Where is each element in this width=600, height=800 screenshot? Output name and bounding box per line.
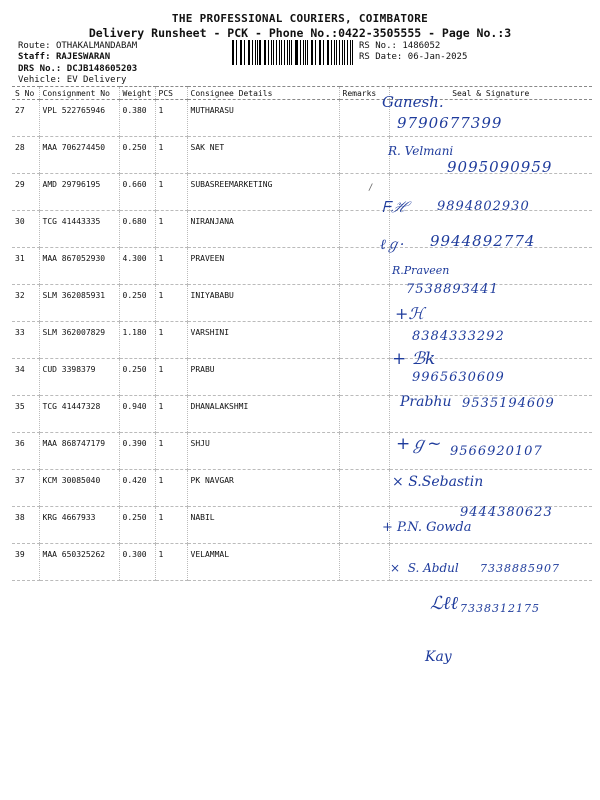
barcode-bar [311,40,312,65]
table-header-row [12,87,592,100]
sno-cell: 33 [12,322,39,359]
route-line: Route: OTHAKALMANDABAM [18,41,138,51]
handwritten-signature: Ganesh. [382,93,444,111]
consignment-cell: MAA 868747179 [39,433,119,470]
remarks-cell [339,137,389,174]
table-row [12,285,592,322]
pcs-cell: 1 [155,359,187,396]
table-row [12,470,592,507]
barcode-bar [268,40,269,65]
col-pcs-header: PCS [155,87,187,100]
consignment-cell: MAA 706274450 [39,137,119,174]
remarks-cell [339,396,389,433]
drs-value: DCJB148605203 [66,64,138,74]
consignee-cell: DHANALAKSHMI [187,396,339,433]
handwritten-signature: R. Velmani [388,144,454,158]
sno-cell: 28 [12,137,39,174]
handwritten-signature: × S.Sebastin [392,474,484,490]
barcode-bar [323,40,324,65]
barcode [232,40,354,65]
sno-cell: 31 [12,248,39,285]
consignment-cell: KRG 4667933 [39,507,119,544]
rs-no-line: RS No.: 1486052 [359,41,441,51]
barcode-bar [295,40,296,65]
remarks-cell [339,470,389,507]
pcs-cell: 1 [155,174,187,211]
pcs-cell: 1 [155,211,187,248]
barcode-bar [328,40,329,65]
handwritten-signature: Prabhu [400,394,452,410]
weight-cell: 0.300 [119,544,155,581]
consignment-cell: CUD 3398379 [39,359,119,396]
barcode-bar [233,40,234,65]
pcs-cell: 1 [155,285,187,322]
sno-cell: 30 [12,211,39,248]
handwritten-signature-mark-icon: +ℋ [395,304,425,323]
barcode-bar [315,40,316,65]
remarks-cell [339,322,389,359]
remarks-cell [339,544,389,581]
weight-cell: 0.250 [119,359,155,396]
staff-value: RAJESWARAN [55,52,111,62]
table-row [12,248,592,285]
table-row [12,322,592,359]
barcode-bar [271,40,272,65]
sno-cell: 29 [12,174,39,211]
barcode-bar [342,40,343,65]
barcode-bar [336,40,337,65]
handwritten-phone: 7538893441 [406,282,499,297]
weight-cell: 0.250 [119,507,155,544]
col-sno-header: S No [12,87,39,100]
barcode-bar [255,40,256,65]
consignment-cell: TCG 41447328 [39,396,119,433]
col-signature-header: Seal & Signature [389,87,592,100]
weight-cell: 4.300 [119,248,155,285]
handwritten-signature-mark-icon: + ℬk [392,349,436,369]
consignee-cell: SAK NET [187,137,339,174]
weight-cell: 1.180 [119,322,155,359]
sno-cell: 35 [12,396,39,433]
handwritten-signature-mark-icon: ᖴℋ [382,198,410,216]
consignee-cell: SHJU [187,433,339,470]
weight-cell: 0.660 [119,174,155,211]
sno-cell: 32 [12,285,39,322]
handwritten-phone: 8384333292 [412,329,505,344]
pcs-cell: 1 [155,322,187,359]
handwritten-phone: 9566920107 [450,444,543,459]
pcs-cell: 1 [155,470,187,507]
barcode-bar [241,40,242,65]
barcode-bar [259,40,260,65]
consignment-cell: SLM 362085931 [39,285,119,322]
col-consignee-header: Consignee Details [187,87,339,100]
weight-cell: 0.250 [119,137,155,174]
consignee-cell: INIYABABU [187,285,339,322]
drs-line: DRS No.: DCJB148605203 [18,64,138,74]
pcs-cell: 1 [155,433,187,470]
sno-cell: 27 [12,100,39,137]
handwritten-phone: 9095090959 [447,158,553,176]
sno-cell: 38 [12,507,39,544]
remarks-cell [339,285,389,322]
sno-cell: 37 [12,470,39,507]
handwritten-signature: + P.N. Gowda [382,520,472,535]
handwritten-signature-mark-icon: +ℊ~ [396,434,442,454]
consignment-cell: SLM 362007829 [39,322,119,359]
sno-cell: 34 [12,359,39,396]
pcs-cell: 1 [155,248,187,285]
route-value: OTHAKALMANDABAM [55,41,138,51]
weight-cell: 0.940 [119,396,155,433]
consignee-cell: PK NAVGAR [187,470,339,507]
weight-cell: 0.680 [119,211,155,248]
rs-date-line: RS Date: 06-Jan-2025 [359,52,468,62]
tick-mark-icon: / [368,183,374,193]
pcs-cell: 1 [155,137,187,174]
sno-cell: 39 [12,544,39,581]
handwritten-phone: 9535194609 [462,396,555,411]
consignee-cell: VARSHINI [187,322,339,359]
pcs-cell: 1 [155,100,187,137]
col-consignment-header: Consignment No [39,87,119,100]
barcode-bar [248,40,249,65]
weight-cell: 0.420 [119,470,155,507]
consignment-cell: MAA 650325262 [39,544,119,581]
barcode-bar [279,40,280,65]
company-title: THE PROFESSIONAL COURIERS, COIMBATORE [171,12,429,25]
consignment-cell: VPL 522765946 [39,100,119,137]
consignment-cell: MAA 867052930 [39,248,119,285]
barcode-bar [303,40,304,65]
remarks-cell [339,433,389,470]
pcs-cell: 1 [155,544,187,581]
consignee-cell: NIRANJANA [187,211,339,248]
table-row [12,359,592,396]
consignee-cell: PRABU [187,359,339,396]
table-row [12,100,592,137]
consignment-cell: TCG 41443335 [39,211,119,248]
barcode-bar [350,40,351,65]
consignee-cell: PRAVEEN [187,248,339,285]
pcs-cell: 1 [155,507,187,544]
consignment-cell: AMD 29796195 [39,174,119,211]
consignee-cell: MUTHARASU [187,100,339,137]
sno-cell: 36 [12,433,39,470]
consignment-cell: KCM 30085040 [39,470,119,507]
consignee-cell: SUBASREEMARKETING [187,174,339,211]
handwritten-signature-mark-icon: ℒℓℓ [430,593,458,614]
weight-cell: 0.380 [119,100,155,137]
runsheet-subtitle: Delivery Runsheet - PCK - Phone No.:0422-3505555 - Page No.:3 [88,26,512,40]
pcs-cell: 1 [155,396,187,433]
handwritten-phone: 9944892774 [430,232,536,250]
rs-date-value: 06-Jan-2025 [407,52,468,62]
vehicle-line: Vehicle: EV Delivery [18,75,127,85]
handwritten-signature: × S. Abdul [390,561,459,575]
handwritten-initials: Kay [425,649,452,665]
handwritten-phone: 7338885907 [480,562,560,575]
barcode-bar [284,40,285,65]
handwritten-signature: R.Praveen [392,264,450,277]
handwritten-phone: 9894802930 [437,199,530,214]
handwritten-signature-mark-icon: ℓℊ· [380,237,405,253]
consignee-cell: VELAMMAL [187,544,339,581]
remarks-cell [339,359,389,396]
handwritten-phone: 9444380623 [460,505,553,520]
vehicle-value: EV Delivery [66,75,127,85]
staff-line: Staff: RAJESWARAN [18,52,111,62]
weight-cell: 0.390 [119,433,155,470]
col-weight-header: Weight [119,87,155,100]
consignee-cell: NABIL [187,507,339,544]
handwritten-phone: 9965630609 [412,370,505,385]
barcode-bar [296,40,297,65]
col-remarks-header: Remarks [339,87,389,100]
handwritten-phone: 9790677399 [397,114,503,132]
weight-cell: 0.250 [119,285,155,322]
handwritten-phone: 7338312175 [460,602,540,615]
rs-no-value: 1486052 [402,41,441,51]
